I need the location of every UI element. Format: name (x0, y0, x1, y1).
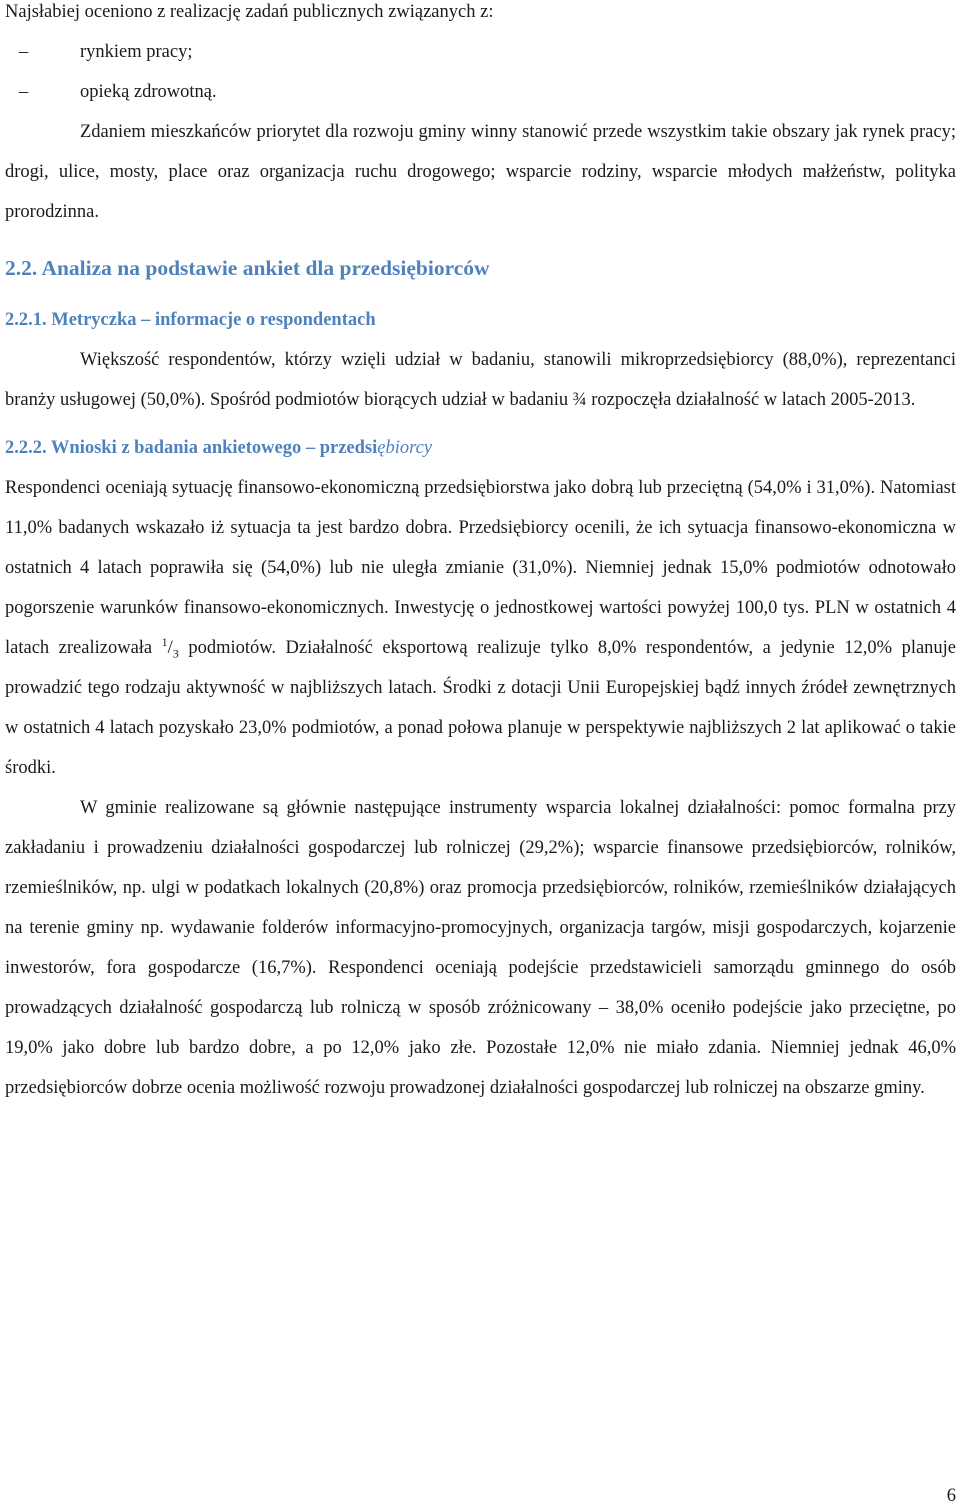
paragraph-support-instruments: W gminie realizowane są głównie następujące instrumenty wsparcia lokalnej działalności: pomoc formalna przy zakładaniu i prowadzeniu działalności gospodarczej lub rolniczej (29,2%); wsparcie finansowe przedsiębiorców, rolników, rzemieślników, np. ulgi w podatkach lokalnych (20,8%) oraz promocja przedsiębiorców, rolników, rzemieślników działających na terenie gminy np. wydawanie folderów informacyjno-promocyjnych, organizacja targów, misji gospodarczych, kojarzenie inwestorów, fora gospodarcze (16,7%). Respondenci oceniają podejście przedstawicieli samorządu gminnego do osób prowadzących działalność gospodarczą lub rolniczą w sposób zróżnicowany – 38,0% oceniło podejście jako przeciętne, po 19,0% jako dobre lub bardzo dobre, a po 12,0% jako złe. Pozostałe 12,0% nie miało zdania. Niemniej jednak 46,0% przedsiębiorców dobrze ocenia możliwość rozwoju prowadzonej działalności gospodarczej lub rolniczej na obszarze gminy. (5, 798, 956, 1098)
conclusions-text-a: Respondenci oceniają sytuację finansowo-ekonomiczną przedsiębiorstwa jako dobrą lub przeciętną (54,0% i 31,0%). Natomiast 11,0% badanych wskazało iż sytuacja ta jest bardzo dobra. Przedsiębiorcy ocenili, że ich sytuacja finansowo-ekonomiczna w ostatnich 4 latach poprawiła się (54,0%) lub nie uległa zmianie (31,0%). Niemniej jednak 15,0% podmiotów odnotowało pogorszenie warunków finansowo-ekonomicznych. Inwestycję o jednostkowej wartości powyżej 100,0 tys. PLN w ostatnich 4 latach zrealizowała (5, 478, 956, 658)
dash-marker-icon: – (19, 42, 29, 62)
conclusions-text-b: podmiotów. Działalność eksportową realizuje tylko 8,0% respondentów, a jedynie 12,0% planuje prowadzić tego rodzaju aktywność w najbliższych latach. Środki z dotacji Unii Europejskiej bądź innych źródeł zewnętrznych w ostatnich 4 latach pozyskało 23,0% podmiotów, a ponad połowa planuje w perspektywie najbliższych 2 lat aplikować o takie środki. (5, 638, 957, 778)
page-number: 6 (946, 1486, 956, 1506)
fraction-slash: / (167, 638, 173, 658)
document-page (5, 0, 956, 1108)
subsection-heading-metryczka: 2.2.1. Metryczka – informacje o respondentach (5, 310, 376, 330)
fraction-numerator: 1 (161, 634, 168, 649)
paragraph-priorities: Zdaniem mieszkańców priorytet dla rozwoju gminy winny stanowić przede wszystkim takie obszary jak rynek pracy; drogi, ulice, mosty, place oraz organizacja ruchu drogowego; wsparcie rodziny, wsparcie młodych małżeństw, polityka prorodzinna. (5, 122, 956, 222)
list-item-text: rynkiem pracy; (80, 42, 193, 62)
subsection-heading-italic: ębiorcy (377, 438, 433, 458)
bullet-list (5, 32, 956, 112)
list-item (5, 32, 956, 72)
section-heading: 2.2. Analiza na podstawie ankiet dla przedsiębiorców (5, 256, 490, 280)
dash-marker-icon: – (19, 82, 29, 102)
subsection-heading-main: 2.2.2. Wnioski z badania ankietowego – przedsi (5, 438, 378, 458)
list-item-text: opieką zdrowotną. (80, 82, 217, 102)
subsection-heading-wnioski (5, 428, 956, 468)
intro-line: Najsłabiej oceniono z realizację zadań publicznych związanych z: (5, 2, 494, 22)
list-item (5, 72, 956, 112)
paragraph-conclusions (5, 468, 956, 788)
fraction-denominator: 3 (172, 646, 179, 661)
paragraph-respondents: Większość respondentów, którzy wzięli udział w badaniu, stanowili mikroprzedsiębiorcy (88,0%), reprezentanci branży usługowej (50,0%). Spośród podmiotów biorących udział w badaniu ¾ rozpoczęła działalność w latach 2005-2013. (5, 350, 956, 410)
